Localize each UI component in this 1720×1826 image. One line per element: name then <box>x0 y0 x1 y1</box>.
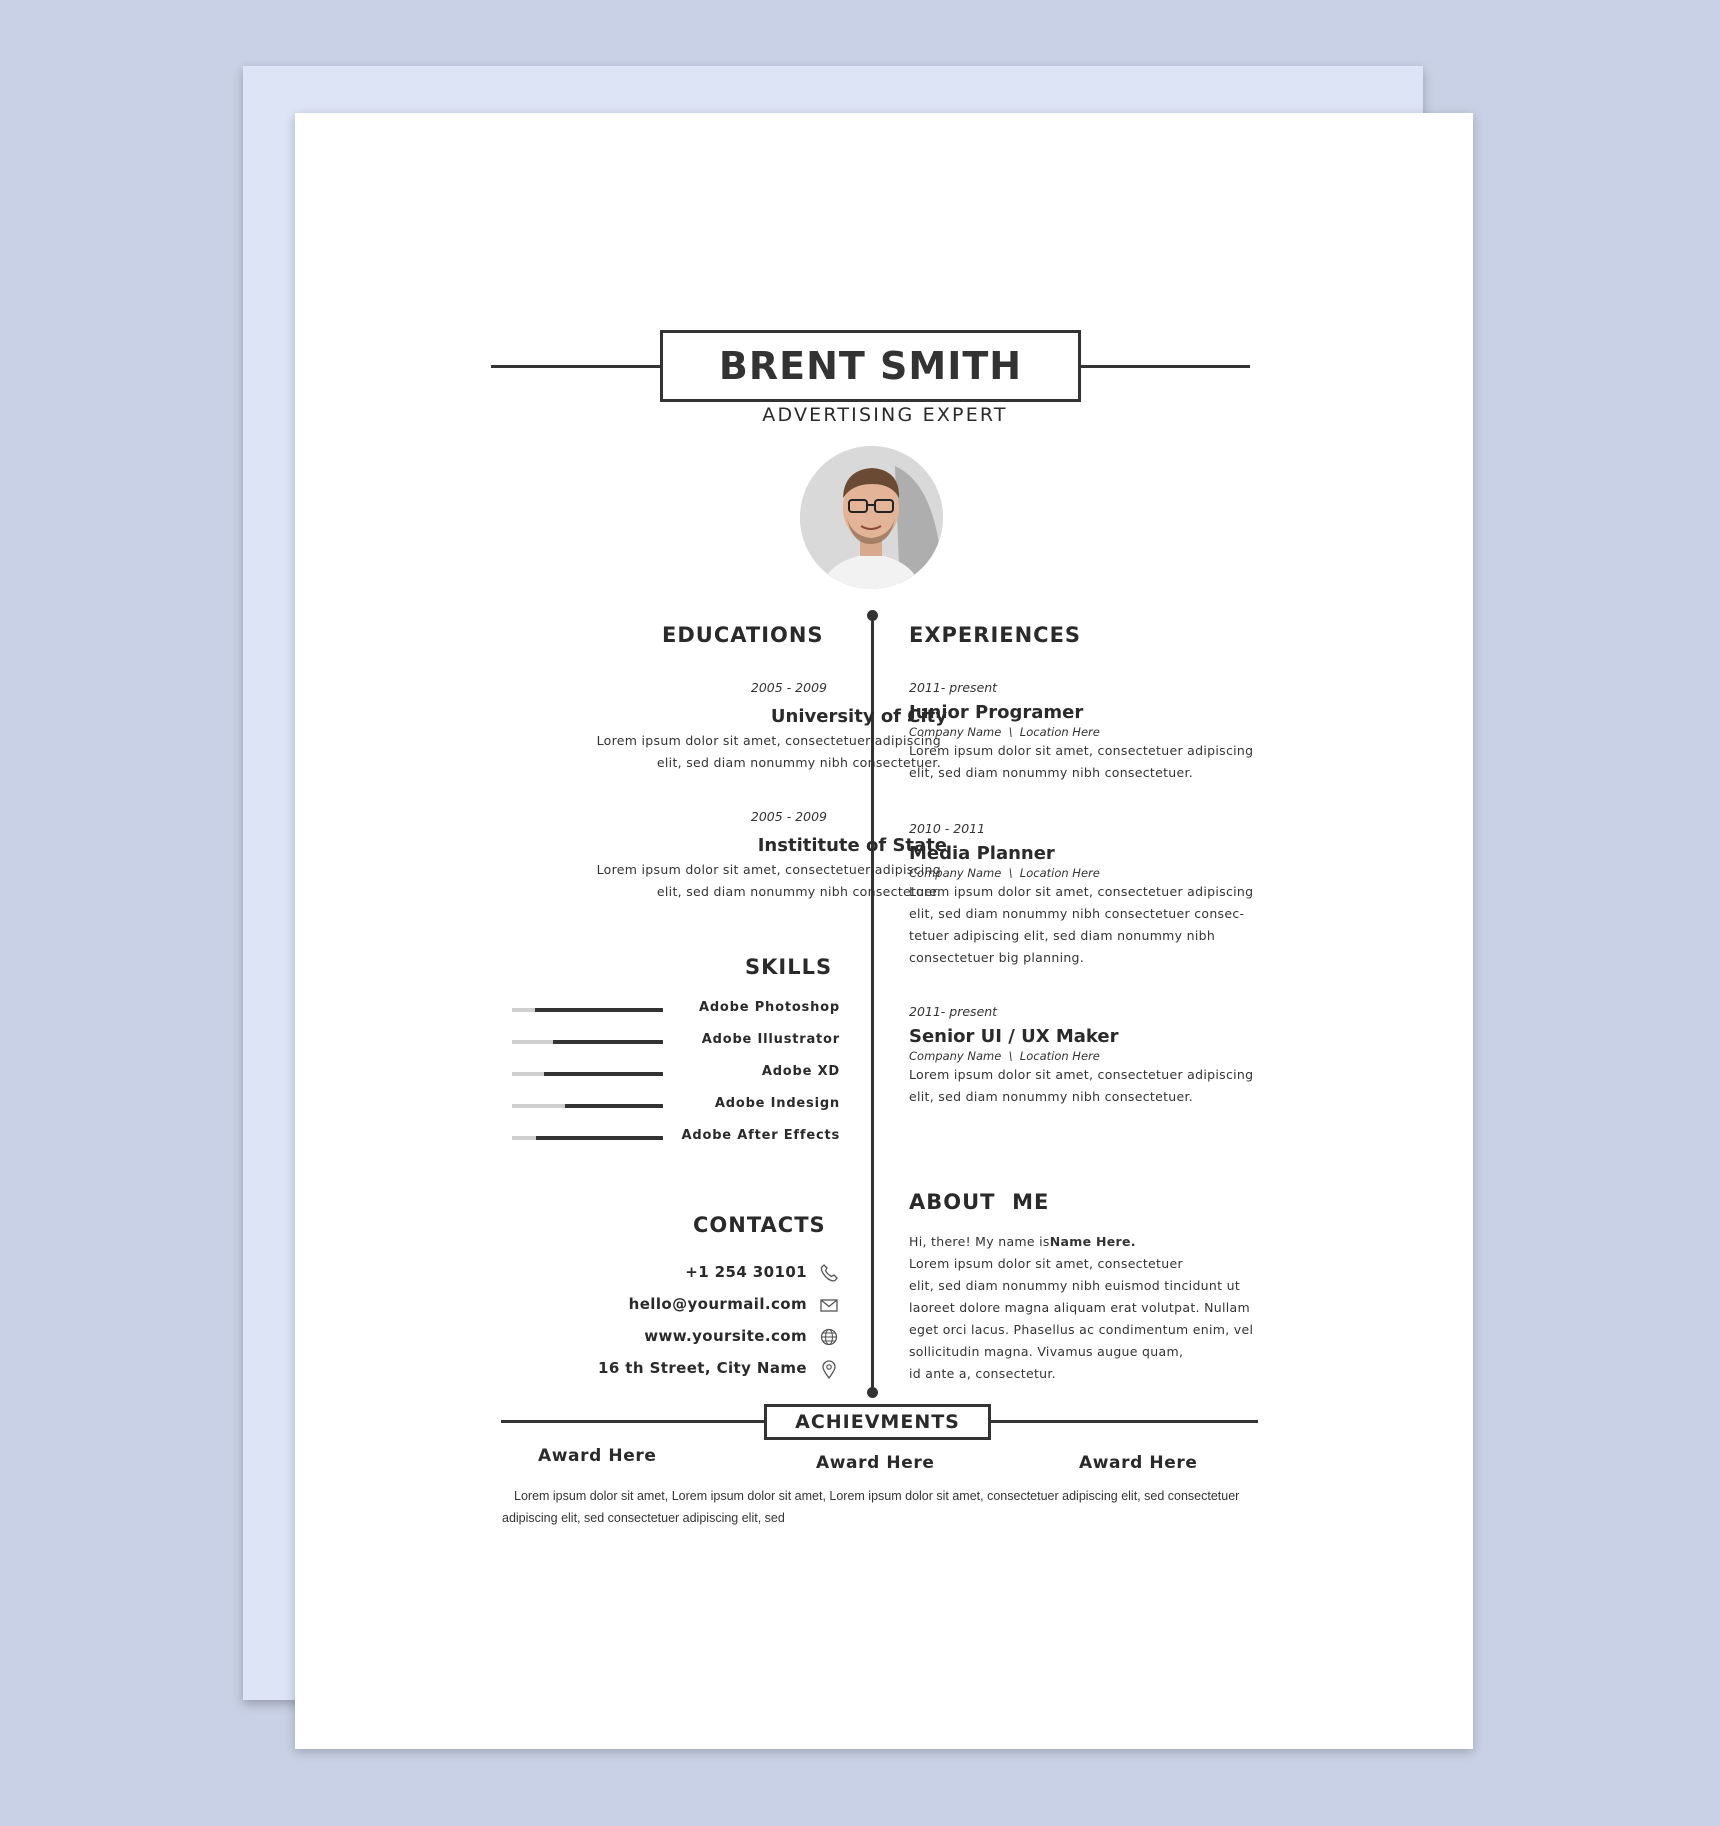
separator: \ <box>1004 866 1017 880</box>
company-name: Company Name <box>909 866 1002 880</box>
achievements-rule-left <box>501 1420 765 1423</box>
experience-company-line <box>909 866 1269 880</box>
separator: \ <box>1004 725 1017 739</box>
experience-line: elit, sed diam nonummy nibh consectetuer consec- <box>909 906 1245 921</box>
experience-role: Junior Programer <box>909 702 1084 723</box>
achievements-heading: ACHIEVMENTS <box>764 1404 991 1440</box>
skill-bar-fill <box>536 1136 663 1140</box>
education-school: Instititute of State <box>757 835 947 856</box>
education-line: elit, sed diam nonummy nibh consectetuer. <box>656 755 941 770</box>
skills-heading: SKILLS <box>745 955 833 979</box>
timeline-dot-top <box>867 610 878 621</box>
skill-bar-track <box>512 1104 663 1108</box>
skill-bar-fill <box>544 1072 663 1076</box>
award-title: Award Here <box>538 1446 657 1466</box>
skill-row <box>512 1000 840 1020</box>
education-description <box>395 730 941 774</box>
experience-company-line <box>909 725 1269 739</box>
skill-name: Adobe Illustrator <box>701 1032 840 1047</box>
contacts-heading: CONTACTS <box>693 1213 826 1237</box>
contact-website <box>525 1327 845 1351</box>
profile-photo <box>800 446 943 589</box>
about-text <box>909 1231 1269 1385</box>
award-title: Award Here <box>816 1453 935 1473</box>
timeline-dot-bottom <box>867 1387 878 1398</box>
experience-years: 2011- present <box>909 680 998 695</box>
achievements-description: Lorem ipsum dolor sit amet, Lorem ipsum dolor sit amet, Lorem ipsum dolor sit amet, consectetuer adipiscing elit, sed consectetuer adipiscing elit, sed consectetuer adipiscing elit, sed <box>502 1489 1240 1525</box>
education-line: Lorem ipsum dolor sit amet, consectetuer adipiscing <box>596 733 941 748</box>
experience-description <box>909 740 1269 784</box>
name-box <box>660 330 1081 402</box>
skill-row <box>512 1096 840 1116</box>
experiences-heading: EXPERIENCES <box>909 623 1082 647</box>
street-address: 16 th Street, City Name <box>598 1359 807 1377</box>
contact-address <box>525 1359 845 1383</box>
contact-email <box>525 1295 845 1319</box>
company-location: Location Here <box>1019 866 1100 880</box>
experience-years: 2011- present <box>909 1004 998 1019</box>
skill-bar-track <box>512 1040 663 1044</box>
skill-row <box>512 1128 840 1148</box>
achievements-rule-right <box>990 1420 1258 1423</box>
company-name: Company Name <box>909 1049 1002 1063</box>
education-school-wrap <box>395 835 947 856</box>
experience-line: elit, sed diam nonummy nibh consectetuer. <box>909 1089 1194 1104</box>
about-name-placeholder: Name Here. <box>1049 1234 1136 1249</box>
experience-company-line <box>909 1049 1269 1063</box>
education-item <box>395 680 837 695</box>
about-line: laoreet dolore magna aliquam erat volutpat. Nullam <box>909 1300 1250 1315</box>
globe-icon <box>819 1327 839 1347</box>
candidate-name: BRENT SMITH <box>718 344 1023 388</box>
experience-years: 2010 - 2011 <box>909 821 986 836</box>
experience-item <box>909 821 1269 969</box>
about-line: sollicitudin magna. Vivamus augue quam, <box>909 1344 1184 1359</box>
company-name: Company Name <box>909 725 1002 739</box>
contact-phone <box>525 1263 845 1287</box>
education-item <box>395 809 837 824</box>
skill-bar-track <box>512 1072 663 1076</box>
skill-bar-track <box>512 1136 663 1140</box>
experience-role: Senior UI / UX Maker <box>909 1026 1119 1047</box>
map-pin-icon <box>819 1359 839 1379</box>
about-line: elit, sed diam nonummy nibh euismod tincidunt ut <box>909 1278 1241 1293</box>
experience-line: consectetuer big planning. <box>909 950 1085 965</box>
resume-page <box>295 113 1473 1749</box>
education-school-wrap <box>395 706 947 727</box>
about-line: eget orci lacus. Phasellus ac condimentum enim, vel <box>909 1322 1254 1337</box>
experience-line: tetuer adipiscing elit, sed diam nonummy nibh <box>909 928 1216 943</box>
education-line: elit, sed diam nonummy nibh consectetuer. <box>656 884 941 899</box>
experience-item <box>909 1004 1269 1108</box>
experience-line: Lorem ipsum dolor sit amet, consectetuer adipiscing <box>909 743 1254 758</box>
about-intro: Hi, there! My name is <box>909 1234 1050 1249</box>
skill-row <box>512 1064 840 1084</box>
experience-description <box>909 1064 1269 1108</box>
experience-item <box>909 680 1269 784</box>
education-school: University of City <box>770 706 947 727</box>
skill-name: Adobe XD <box>761 1064 840 1079</box>
header-rule-right <box>1080 365 1250 368</box>
experience-role: Media Planner <box>909 843 1055 864</box>
about-line: Lorem ipsum dolor sit amet, consectetuer <box>909 1256 1183 1271</box>
experience-description <box>909 881 1269 969</box>
candidate-title: ADVERTISING EXPERT <box>762 404 1008 426</box>
skill-bar-fill <box>553 1040 663 1044</box>
company-location: Location Here <box>1019 725 1100 739</box>
email-address: hello@yourmail.com <box>628 1295 807 1313</box>
profile-photo-illustration <box>800 446 943 589</box>
skill-row <box>512 1032 840 1052</box>
phone-number: +1 254 30101 <box>685 1263 807 1281</box>
about-intro-line <box>909 1231 1269 1253</box>
envelope-icon <box>819 1295 839 1315</box>
header-rule-left <box>491 365 661 368</box>
skill-bar-fill <box>535 1008 663 1012</box>
education-years: 2005 - 2009 <box>750 680 827 695</box>
experience-line: Lorem ipsum dolor sit amet, consectetuer adipiscing <box>909 1067 1254 1082</box>
skill-bar-track <box>512 1008 663 1012</box>
education-years: 2005 - 2009 <box>750 809 827 824</box>
experience-line: Lorem ipsum dolor sit amet, consectetuer adipiscing <box>909 884 1254 899</box>
phone-icon <box>819 1263 839 1283</box>
about-line: id ante a, consectetur. <box>909 1366 1056 1381</box>
company-location: Location Here <box>1019 1049 1100 1063</box>
skill-bar-fill <box>565 1104 663 1108</box>
website-url: www.yoursite.com <box>644 1327 807 1345</box>
separator: \ <box>1004 1049 1017 1063</box>
skill-name: Adobe Indesign <box>714 1096 840 1111</box>
award-title: Award Here <box>1079 1453 1198 1473</box>
skill-name: Adobe After Effects <box>681 1128 840 1143</box>
about-heading: ABOUT ME <box>909 1190 1050 1214</box>
skill-name: Adobe Photoshop <box>698 1000 840 1015</box>
educations-heading: EDUCATIONS <box>662 623 824 647</box>
education-line: Lorem ipsum dolor sit amet, consectetuer adipiscing <box>596 862 941 877</box>
experience-line: elit, sed diam nonummy nibh consectetuer. <box>909 765 1194 780</box>
education-description <box>395 859 941 903</box>
